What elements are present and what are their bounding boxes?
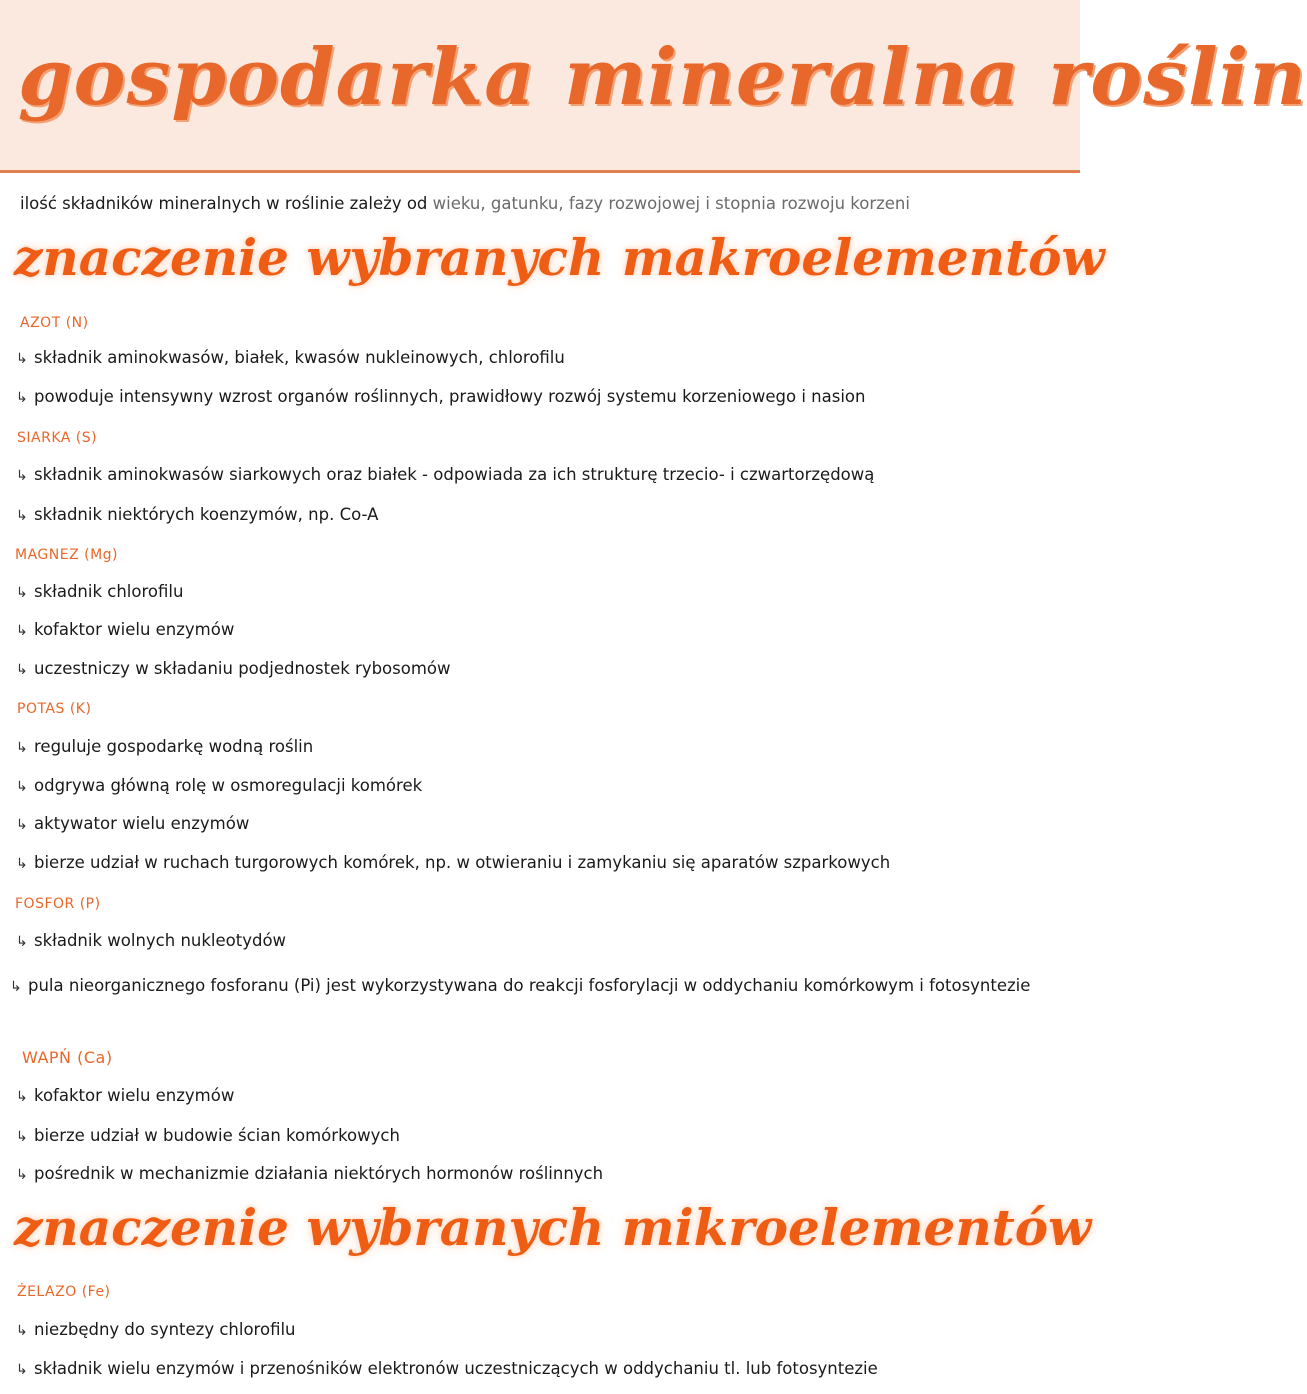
arrow-icon: ↳ xyxy=(16,662,28,678)
arrow-icon: ↳ xyxy=(16,817,28,833)
list-item xyxy=(10,967,1050,1006)
arrow-icon: ↳ xyxy=(16,1089,28,1105)
list-item xyxy=(16,580,1066,605)
list-item xyxy=(16,774,1066,799)
list-item xyxy=(16,812,1066,837)
list-item xyxy=(16,618,1066,643)
element-label-magnez: MAGNEZ (Mg) xyxy=(15,547,119,563)
arrow-icon: ↳ xyxy=(16,856,28,872)
list-item xyxy=(16,463,1066,488)
list-item-text: składnik wolnych nukleotydów xyxy=(34,931,287,950)
list-item-text: składnik aminokwasów siarkowych oraz białek - odpowiada za ich strukturę trzecio- i czwartorzędową xyxy=(34,465,875,484)
list-item-text: aktywator wielu enzymów xyxy=(34,814,250,833)
list-item-text: składnik aminokwasów, białek, kwasów nukleinowych, chlorofilu xyxy=(34,348,565,367)
section-title-macro: znaczenie wybranych makroelementów xyxy=(14,228,1105,287)
list-item-text: kofaktor wielu enzymów xyxy=(34,1086,235,1105)
list-item-text: składnik niektórych koenzymów, np. Co-A xyxy=(34,505,379,524)
list-item xyxy=(16,1318,1066,1343)
list-item-text: uczestniczy w składaniu podjednostek rybosomów xyxy=(34,659,451,678)
list-item xyxy=(16,929,1066,954)
list-item xyxy=(16,1357,1066,1382)
list-item-text: bierze udział w budowie ścian komórkowych xyxy=(34,1126,400,1145)
list-item xyxy=(16,851,1066,876)
list-item-text: składnik chlorofilu xyxy=(34,582,184,601)
list-item-text: odgrywa główną rolę w osmoregulacji komórek xyxy=(34,776,423,795)
arrow-icon: ↳ xyxy=(16,508,28,524)
list-item-text: pula nieorganicznego fosforanu (Pi) jest wykorzystywana do reakcji fosforylacji w oddychaniu komórkowym i fotosyntezie xyxy=(28,976,1031,995)
arrow-icon: ↳ xyxy=(16,1129,28,1145)
list-item-text: składnik wielu enzymów i przenośników elektronów uczestniczących w oddychaniu tl. lub fotosyntezie xyxy=(34,1359,878,1378)
element-label-zelazo: ŻELAZO (Fe) xyxy=(17,1284,111,1300)
list-item-text: kofaktor wielu enzymów xyxy=(34,620,235,639)
list-item xyxy=(16,346,1066,371)
arrow-icon: ↳ xyxy=(16,779,28,795)
list-item xyxy=(16,1084,1066,1109)
element-label-wapn: WAPŃ (Ca) xyxy=(22,1048,113,1067)
arrow-icon: ↳ xyxy=(16,1167,28,1183)
arrow-icon: ↳ xyxy=(16,390,28,406)
arrow-icon: ↳ xyxy=(16,934,28,950)
list-item xyxy=(16,1124,1066,1149)
list-item-text: bierze udział w ruchach turgorowych komórek, np. w otwieraniu i zamykaniu się aparatów szparkowych xyxy=(34,853,891,872)
list-item-text: powoduje intensywny wzrost organów roślinnych, prawidłowy rozwój systemu korzeniowego i nasion xyxy=(34,387,866,406)
list-item-text: pośrednik w mechanizmie działania niektórych hormonów roślinnych xyxy=(34,1164,604,1183)
section-title-micro: znaczenie wybranych mikroelementów xyxy=(14,1198,1092,1257)
arrow-icon: ↳ xyxy=(10,979,22,995)
list-item xyxy=(16,1162,1066,1187)
list-item-text: niezbędny do syntezy chlorofilu xyxy=(34,1320,296,1339)
list-item xyxy=(16,735,1066,760)
element-label-potas: POTAS (K) xyxy=(17,701,92,717)
arrow-icon: ↳ xyxy=(16,1323,28,1339)
list-item xyxy=(16,503,1066,528)
page-title: gospodarka mineralna roślin xyxy=(18,32,1307,123)
list-item-text: reguluje gospodarkę wodną roślin xyxy=(34,737,314,756)
intro-detail: wieku, gatunku, fazy rozwojowej i stopnia rozwoju korzeni xyxy=(427,194,910,213)
element-label-fosfor: FOSFOR (P) xyxy=(15,896,101,912)
arrow-icon: ↳ xyxy=(16,468,28,484)
header-divider xyxy=(0,170,1080,173)
list-item xyxy=(16,385,1066,410)
arrow-icon: ↳ xyxy=(16,740,28,756)
element-label-siarka: SIARKA (S) xyxy=(17,430,98,446)
arrow-icon: ↳ xyxy=(16,351,28,367)
arrow-icon: ↳ xyxy=(16,585,28,601)
intro-lead: ilość składników mineralnych w roślinie zależy od xyxy=(20,194,428,213)
arrow-icon: ↳ xyxy=(16,623,28,639)
intro-text xyxy=(20,192,1060,216)
list-item xyxy=(16,657,1066,682)
arrow-icon: ↳ xyxy=(16,1362,28,1378)
element-label-azot: AZOT (N) xyxy=(20,315,89,331)
